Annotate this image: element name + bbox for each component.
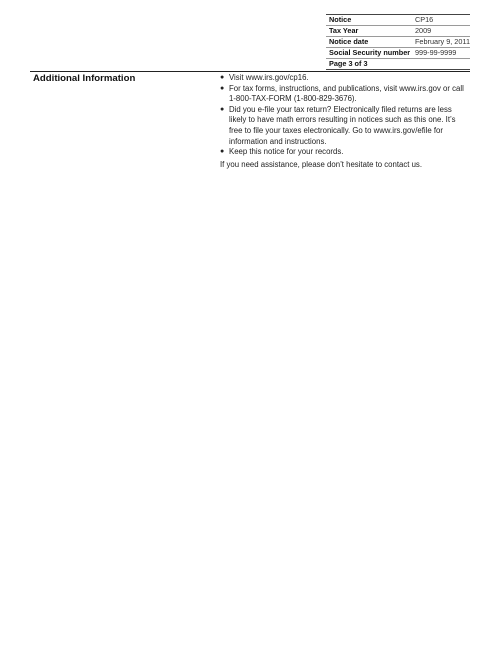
bullet-icon: ●	[220, 84, 225, 92]
page-number: Page 3 of 3	[326, 59, 470, 70]
list-item	[220, 73, 470, 84]
tax-year-label: Tax Year	[326, 26, 412, 37]
list-item	[220, 105, 470, 147]
section-title: Additional Information	[33, 73, 136, 84]
info-list	[220, 73, 470, 158]
bullet-icon: ●	[220, 148, 225, 156]
list-item-text: Visit www.irs.gov/cp16.	[229, 73, 309, 82]
list-item	[220, 147, 470, 158]
list-item-text: Keep this notice for your records.	[229, 147, 344, 157]
ssn-value: 999-99-9999	[412, 48, 470, 59]
list-item-text: Did you e-file your tax return? Electronically filed returns are less likely to have math errors resulting in notices such as this one. It’s free to file your taxes electronically. Go to www.irs.gov/efile for information and instructions.	[229, 104, 456, 146]
section-divider	[30, 71, 470, 72]
list-item-text: For tax forms, instructions, and publications, visit www.irs.gov or call 1-800-TAX-FORM (1-800-829-3676).	[229, 83, 464, 104]
list-item	[220, 84, 470, 105]
notice-label: Notice	[326, 15, 412, 26]
page-row	[326, 59, 470, 70]
notice-date-row	[326, 37, 470, 48]
notice-info-table	[326, 14, 470, 70]
notice-date-label: Notice date	[326, 37, 412, 48]
additional-information-content	[220, 73, 470, 170]
ssn-row	[326, 48, 470, 59]
notice-value: CP16	[412, 15, 470, 26]
bullet-icon: ●	[220, 105, 225, 113]
closing-text: If you need assistance, please don’t hesitate to contact us.	[220, 159, 422, 169]
notice-date-value: February 9, 2011	[412, 37, 470, 48]
tax-year-row	[326, 26, 470, 37]
tax-year-value: 2009	[412, 26, 470, 37]
notice-row	[326, 15, 470, 26]
ssn-label: Social Security number	[326, 48, 412, 59]
bullet-icon: ●	[220, 74, 225, 81]
